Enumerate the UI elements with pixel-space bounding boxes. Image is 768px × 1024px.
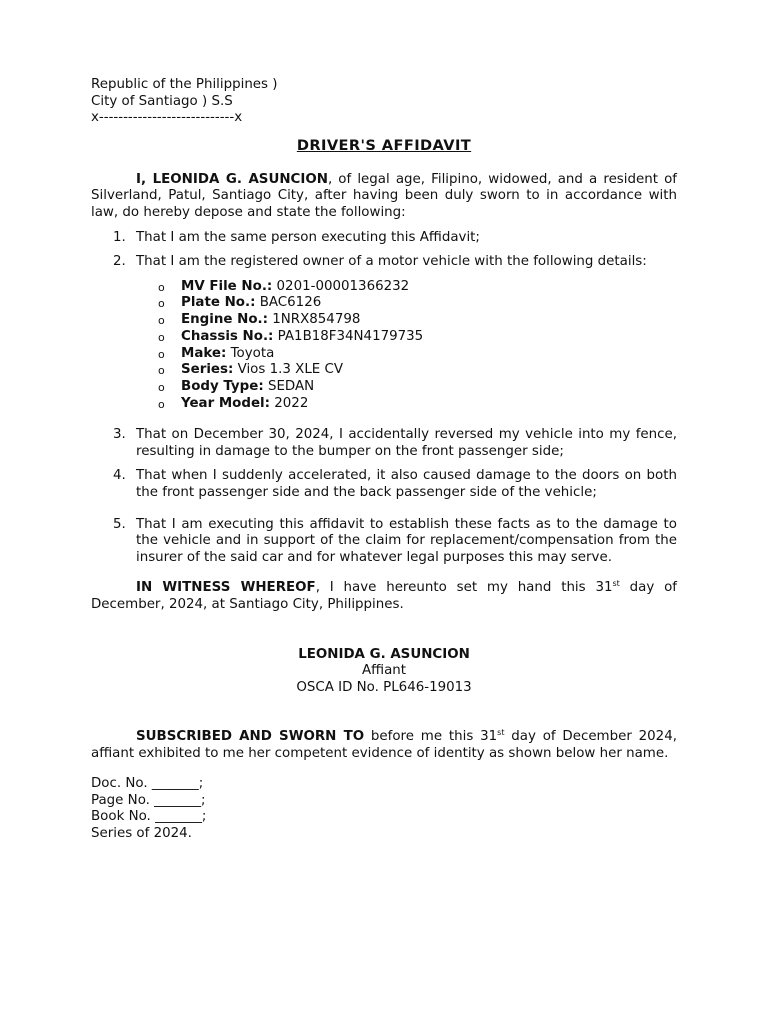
item-number: 3. bbox=[113, 427, 126, 443]
venue-block bbox=[91, 77, 677, 127]
bullet-icon: o bbox=[158, 364, 165, 378]
venue-divider: x----------------------------x bbox=[91, 110, 243, 126]
bullet-icon: o bbox=[158, 347, 165, 361]
notarial-register bbox=[91, 776, 677, 842]
witness-lead: IN WITNESS WHEREOF bbox=[136, 580, 316, 596]
statement-item bbox=[91, 468, 677, 501]
item-number: 2. bbox=[113, 254, 126, 270]
bullet-icon: o bbox=[158, 297, 165, 311]
item-number: 4. bbox=[113, 468, 126, 484]
book-no: Book No. _______; bbox=[91, 809, 207, 825]
bullet-icon: o bbox=[158, 380, 165, 394]
bullet-icon: o bbox=[158, 397, 165, 411]
doc-no: Doc. No. _______; bbox=[91, 775, 204, 791]
affiant-name: LEONIDA G. ASUNCION bbox=[298, 646, 470, 662]
witness-paragraph: IN WITNESS WHEREOF, I have hereunto set my hand this 31st day of December, 2024, at Santiago City, Philippines. bbox=[91, 579, 677, 612]
item-number: 5. bbox=[113, 516, 126, 532]
vehicle-details-list bbox=[136, 279, 677, 413]
document-title: DRIVER'S AFFIDAVIT bbox=[296, 136, 472, 154]
bullet-icon: o bbox=[158, 314, 165, 328]
bullet-icon: o bbox=[158, 330, 165, 344]
bullet-icon: o bbox=[158, 280, 165, 294]
jurat-lead: SUBSCRIBED AND SWORN TO bbox=[136, 729, 365, 745]
statement-list bbox=[91, 230, 677, 567]
ordinal-suffix: st bbox=[497, 728, 505, 738]
affiant-name-intro: I, LEONIDA G. ASUNCION bbox=[136, 171, 328, 187]
detail-year-model: o Year Model: 2022 bbox=[181, 396, 677, 413]
detail-body-type: o Body Type: SEDAN bbox=[181, 379, 677, 396]
series-year: Series of 2024. bbox=[91, 825, 192, 841]
affiant-role: Affiant bbox=[361, 663, 407, 679]
detail-series: o Series: Vios 1.3 XLE CV bbox=[181, 362, 677, 379]
detail-mv-file: o MV File No.: 0201-00001366232 bbox=[181, 279, 677, 296]
detail-engine: o Engine No.: 1NRX854798 bbox=[181, 312, 677, 329]
affiant-id: OSCA ID No. PL646-19013 bbox=[296, 679, 472, 695]
jurat-paragraph: SUBSCRIBED AND SWORN TO before me this 31st day of December 2024, affiant exhibited to me her competent evidence of identity as shown below her name. bbox=[91, 728, 677, 761]
detail-make: o Make: Toyota bbox=[181, 346, 677, 363]
document-body bbox=[91, 77, 677, 842]
statement-item bbox=[91, 230, 677, 247]
ordinal-suffix: st bbox=[612, 579, 620, 589]
statement-item bbox=[91, 427, 677, 460]
detail-chassis: o Chassis No.: PA1B18F34N4179735 bbox=[181, 329, 677, 346]
statement-item bbox=[91, 254, 677, 412]
intro-paragraph bbox=[91, 172, 677, 222]
venue-city: City of Santiago bbox=[91, 93, 198, 109]
item-text: That when I suddenly accelerated, it also caused damage to the doors on both the front passenger side and the back passenger side of the vehicle; bbox=[136, 468, 677, 501]
item-text: That on December 30, 2024, I accidentally reversed my vehicle into my fence, resulting in damage to the bumper on the front passenger side; bbox=[136, 427, 677, 459]
item-text: That I am the same person executing this Affidavit; bbox=[136, 229, 480, 245]
venue-republic: Republic of the Philippines ) bbox=[91, 77, 278, 92]
item-text: That I am the registered owner of a motor vehicle with the following details: bbox=[136, 254, 647, 270]
statement-item bbox=[91, 517, 677, 567]
item-number: 1. bbox=[113, 229, 126, 245]
signature-block bbox=[91, 647, 677, 697]
intro-text: , of legal age, Filipino, widowed, and a resident of Silverland, Patul, Santiago City, after having been duly sworn to in accordance with law, do hereby depose and state the following: bbox=[91, 171, 677, 220]
item-text: That I am executing this affidavit to establish these facts as to the damage to the vehicle and in support of the claim for replacement/compensation from the insurer of the said car and for whatever legal purposes this may serve. bbox=[136, 516, 677, 565]
page-no: Page No. _______; bbox=[91, 792, 206, 808]
venue-ss: ) S.S bbox=[202, 93, 233, 109]
detail-plate: o Plate No.: BAC6126 bbox=[181, 295, 677, 312]
